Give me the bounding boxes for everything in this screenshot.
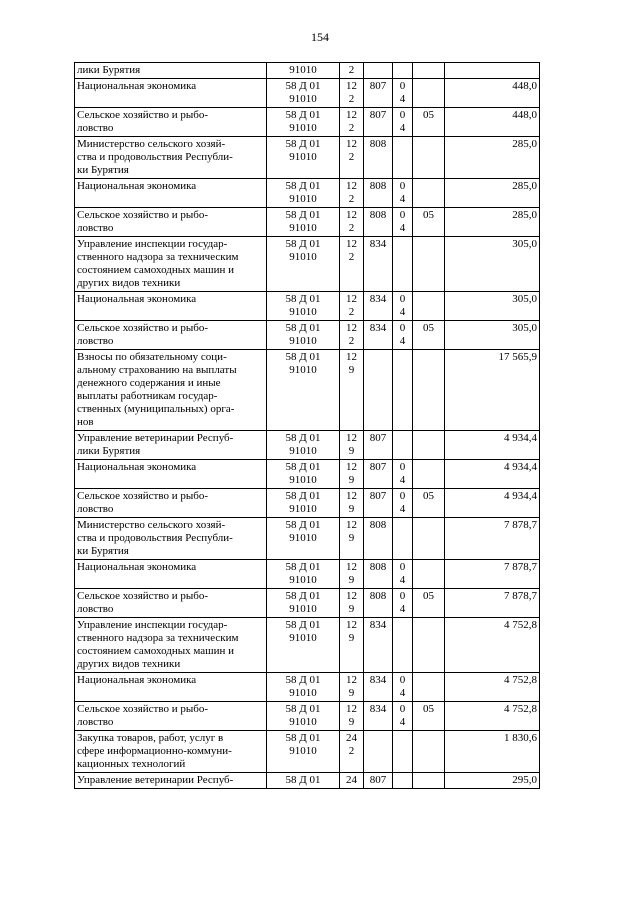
expense-type-cell: 12 2 (340, 208, 364, 237)
target-code-cell: 58 Д 01 91010 (267, 731, 340, 773)
row-name-cell: Национальная экономика (75, 560, 267, 589)
department-code-cell: 807 (364, 460, 393, 489)
target-code-cell: 58 Д 01 91010 (267, 108, 340, 137)
row-name-cell: Сельское хозяйство и рыбо- ловство (75, 589, 267, 618)
amount-cell: 4 752,8 (445, 618, 540, 673)
subsection-code-cell (413, 179, 445, 208)
subsection-code-cell: 05 (413, 108, 445, 137)
row-name-cell: Закупка товаров, работ, услуг в сфере информационно-коммуни- кационных технологий (75, 731, 267, 773)
amount-cell: 4 934,4 (445, 431, 540, 460)
section-code-cell (393, 237, 413, 292)
amount-cell: 305,0 (445, 292, 540, 321)
target-code-cell: 58 Д 01 91010 (267, 137, 340, 179)
expense-type-cell: 12 2 (340, 137, 364, 179)
target-code-cell: 58 Д 01 91010 (267, 208, 340, 237)
subsection-code-cell: 05 (413, 702, 445, 731)
amount-cell: 305,0 (445, 321, 540, 350)
expense-type-cell: 24 2 (340, 731, 364, 773)
expense-type-cell: 12 2 (340, 179, 364, 208)
subsection-code-cell (413, 79, 445, 108)
subsection-code-cell (413, 773, 445, 789)
row-name-cell: Национальная экономика (75, 460, 267, 489)
subsection-code-cell: 05 (413, 489, 445, 518)
department-code-cell: 807 (364, 489, 393, 518)
subsection-code-cell (413, 350, 445, 431)
section-code-cell (393, 618, 413, 673)
amount-cell: 4 752,8 (445, 702, 540, 731)
table-row (75, 237, 540, 292)
subsection-code-cell: 05 (413, 589, 445, 618)
table-row (75, 460, 540, 489)
table-body (75, 63, 540, 789)
target-code-cell: 58 Д 01 91010 (267, 518, 340, 560)
subsection-code-cell (413, 618, 445, 673)
table-row (75, 560, 540, 589)
department-code-cell: 807 (364, 431, 393, 460)
department-code-cell: 834 (364, 292, 393, 321)
table-row (75, 350, 540, 431)
amount-cell: 285,0 (445, 179, 540, 208)
amount-cell: 7 878,7 (445, 518, 540, 560)
section-code-cell: 0 4 (393, 208, 413, 237)
expense-type-cell: 12 2 (340, 321, 364, 350)
row-name-cell: Сельское хозяйство и рыбо- ловство (75, 702, 267, 731)
expense-type-cell: 12 2 (340, 292, 364, 321)
department-code-cell: 834 (364, 237, 393, 292)
subsection-code-cell (413, 460, 445, 489)
expense-type-cell: 12 2 (340, 79, 364, 108)
table-row (75, 589, 540, 618)
section-code-cell (393, 350, 413, 431)
row-name-cell: Министерство сельского хозяй- ства и продовольствия Республи- ки Бурятия (75, 137, 267, 179)
amount-cell: 4 934,4 (445, 460, 540, 489)
table-row (75, 321, 540, 350)
section-code-cell (393, 431, 413, 460)
section-code-cell: 0 4 (393, 108, 413, 137)
department-code-cell (364, 731, 393, 773)
expense-type-cell: 12 2 (340, 108, 364, 137)
amount-cell: 285,0 (445, 208, 540, 237)
department-code-cell: 808 (364, 518, 393, 560)
table-row (75, 179, 540, 208)
row-name-cell: Взносы по обязательному соци- альному страхованию на выплаты денежного содержания и иные выплаты работникам государ- ственных (муниципальных) орга- нов (75, 350, 267, 431)
section-code-cell: 0 4 (393, 321, 413, 350)
table-row (75, 208, 540, 237)
section-code-cell: 0 4 (393, 292, 413, 321)
amount-cell (445, 63, 540, 79)
department-code-cell: 834 (364, 618, 393, 673)
amount-cell: 285,0 (445, 137, 540, 179)
row-name-cell: Национальная экономика (75, 292, 267, 321)
amount-cell: 1 830,6 (445, 731, 540, 773)
target-code-cell: 58 Д 01 91010 (267, 589, 340, 618)
amount-cell: 448,0 (445, 108, 540, 137)
row-name-cell: Национальная экономика (75, 79, 267, 108)
department-code-cell (364, 63, 393, 79)
table-row (75, 431, 540, 460)
target-code-cell: 58 Д 01 91010 (267, 489, 340, 518)
subsection-code-cell (413, 292, 445, 321)
row-name-cell: Национальная экономика (75, 179, 267, 208)
department-code-cell: 834 (364, 673, 393, 702)
department-code-cell: 808 (364, 208, 393, 237)
target-code-cell: 58 Д 01 (267, 773, 340, 789)
subsection-code-cell (413, 237, 445, 292)
row-name-cell: Министерство сельского хозяй- ства и продовольствия Республи- ки Бурятия (75, 518, 267, 560)
amount-cell: 17 565,9 (445, 350, 540, 431)
amount-cell: 305,0 (445, 237, 540, 292)
target-code-cell: 58 Д 01 91010 (267, 673, 340, 702)
subsection-code-cell (413, 560, 445, 589)
amount-cell: 295,0 (445, 773, 540, 789)
section-code-cell: 0 4 (393, 179, 413, 208)
subsection-code-cell (413, 673, 445, 702)
section-code-cell: 0 4 (393, 79, 413, 108)
row-name-cell: Управление ветеринарии Респуб- лики Бурятия (75, 431, 267, 460)
row-name-cell: Сельское хозяйство и рыбо- ловство (75, 321, 267, 350)
subsection-code-cell (413, 63, 445, 79)
section-code-cell: 0 4 (393, 460, 413, 489)
row-name-cell: Управление ветеринарии Респуб- (75, 773, 267, 789)
table-row (75, 731, 540, 773)
department-code-cell: 807 (364, 108, 393, 137)
table-row (75, 79, 540, 108)
row-name-cell: Управление инспекции государ- ственного надзора за техническим состоянием самоходных машин и других видов техники (75, 237, 267, 292)
section-code-cell (393, 63, 413, 79)
table-row (75, 702, 540, 731)
table-row (75, 63, 540, 79)
target-code-cell: 58 Д 01 91010 (267, 321, 340, 350)
department-code-cell: 834 (364, 321, 393, 350)
section-code-cell (393, 731, 413, 773)
budget-table (74, 62, 540, 789)
target-code-cell: 58 Д 01 91010 (267, 179, 340, 208)
amount-cell: 4 752,8 (445, 673, 540, 702)
row-name-cell: лики Бурятия (75, 63, 267, 79)
department-code-cell: 808 (364, 179, 393, 208)
target-code-cell: 58 Д 01 91010 (267, 431, 340, 460)
amount-cell: 7 878,7 (445, 589, 540, 618)
section-code-cell: 0 4 (393, 702, 413, 731)
row-name-cell: Сельское хозяйство и рыбо- ловство (75, 208, 267, 237)
expense-type-cell: 12 9 (340, 518, 364, 560)
department-code-cell: 807 (364, 79, 393, 108)
target-code-cell: 58 Д 01 91010 (267, 560, 340, 589)
table-row (75, 773, 540, 789)
row-name-cell: Сельское хозяйство и рыбо- ловство (75, 108, 267, 137)
subsection-code-cell: 05 (413, 208, 445, 237)
target-code-cell: 58 Д 01 91010 (267, 618, 340, 673)
row-name-cell: Управление инспекции государ- ственного надзора за техническим состоянием самоходных машин и других видов техники (75, 618, 267, 673)
subsection-code-cell (413, 518, 445, 560)
target-code-cell: 91010 (267, 63, 340, 79)
section-code-cell (393, 773, 413, 789)
department-code-cell: 834 (364, 702, 393, 731)
expense-type-cell: 12 9 (340, 673, 364, 702)
expense-type-cell: 12 9 (340, 460, 364, 489)
subsection-code-cell: 05 (413, 321, 445, 350)
target-code-cell: 58 Д 01 91010 (267, 350, 340, 431)
expense-type-cell: 12 9 (340, 589, 364, 618)
table-row (75, 489, 540, 518)
section-code-cell: 0 4 (393, 673, 413, 702)
table-row (75, 518, 540, 560)
subsection-code-cell (413, 731, 445, 773)
row-name-cell: Сельское хозяйство и рыбо- ловство (75, 489, 267, 518)
amount-cell: 4 934,4 (445, 489, 540, 518)
expense-type-cell: 2 (340, 63, 364, 79)
expense-type-cell: 12 9 (340, 489, 364, 518)
row-name-cell: Национальная экономика (75, 673, 267, 702)
section-code-cell: 0 4 (393, 560, 413, 589)
table-row (75, 618, 540, 673)
department-code-cell (364, 350, 393, 431)
expense-type-cell: 12 9 (340, 350, 364, 431)
page-number: 154 (311, 30, 329, 44)
table-row (75, 673, 540, 702)
expense-type-cell: 12 9 (340, 618, 364, 673)
section-code-cell: 0 4 (393, 589, 413, 618)
expense-type-cell: 12 2 (340, 237, 364, 292)
section-code-cell (393, 137, 413, 179)
table-row (75, 137, 540, 179)
table-row (75, 292, 540, 321)
expense-type-cell: 12 9 (340, 702, 364, 731)
department-code-cell: 807 (364, 773, 393, 789)
target-code-cell: 58 Д 01 91010 (267, 292, 340, 321)
section-code-cell (393, 518, 413, 560)
department-code-cell: 808 (364, 137, 393, 179)
target-code-cell: 58 Д 01 91010 (267, 702, 340, 731)
department-code-cell: 808 (364, 589, 393, 618)
target-code-cell: 58 Д 01 91010 (267, 79, 340, 108)
section-code-cell: 0 4 (393, 489, 413, 518)
expense-type-cell: 12 9 (340, 560, 364, 589)
department-code-cell: 808 (364, 560, 393, 589)
subsection-code-cell (413, 137, 445, 179)
expense-type-cell: 12 9 (340, 431, 364, 460)
table-row (75, 108, 540, 137)
amount-cell: 448,0 (445, 79, 540, 108)
target-code-cell: 58 Д 01 91010 (267, 237, 340, 292)
target-code-cell: 58 Д 01 91010 (267, 460, 340, 489)
expense-type-cell: 24 (340, 773, 364, 789)
subsection-code-cell (413, 431, 445, 460)
amount-cell: 7 878,7 (445, 560, 540, 589)
